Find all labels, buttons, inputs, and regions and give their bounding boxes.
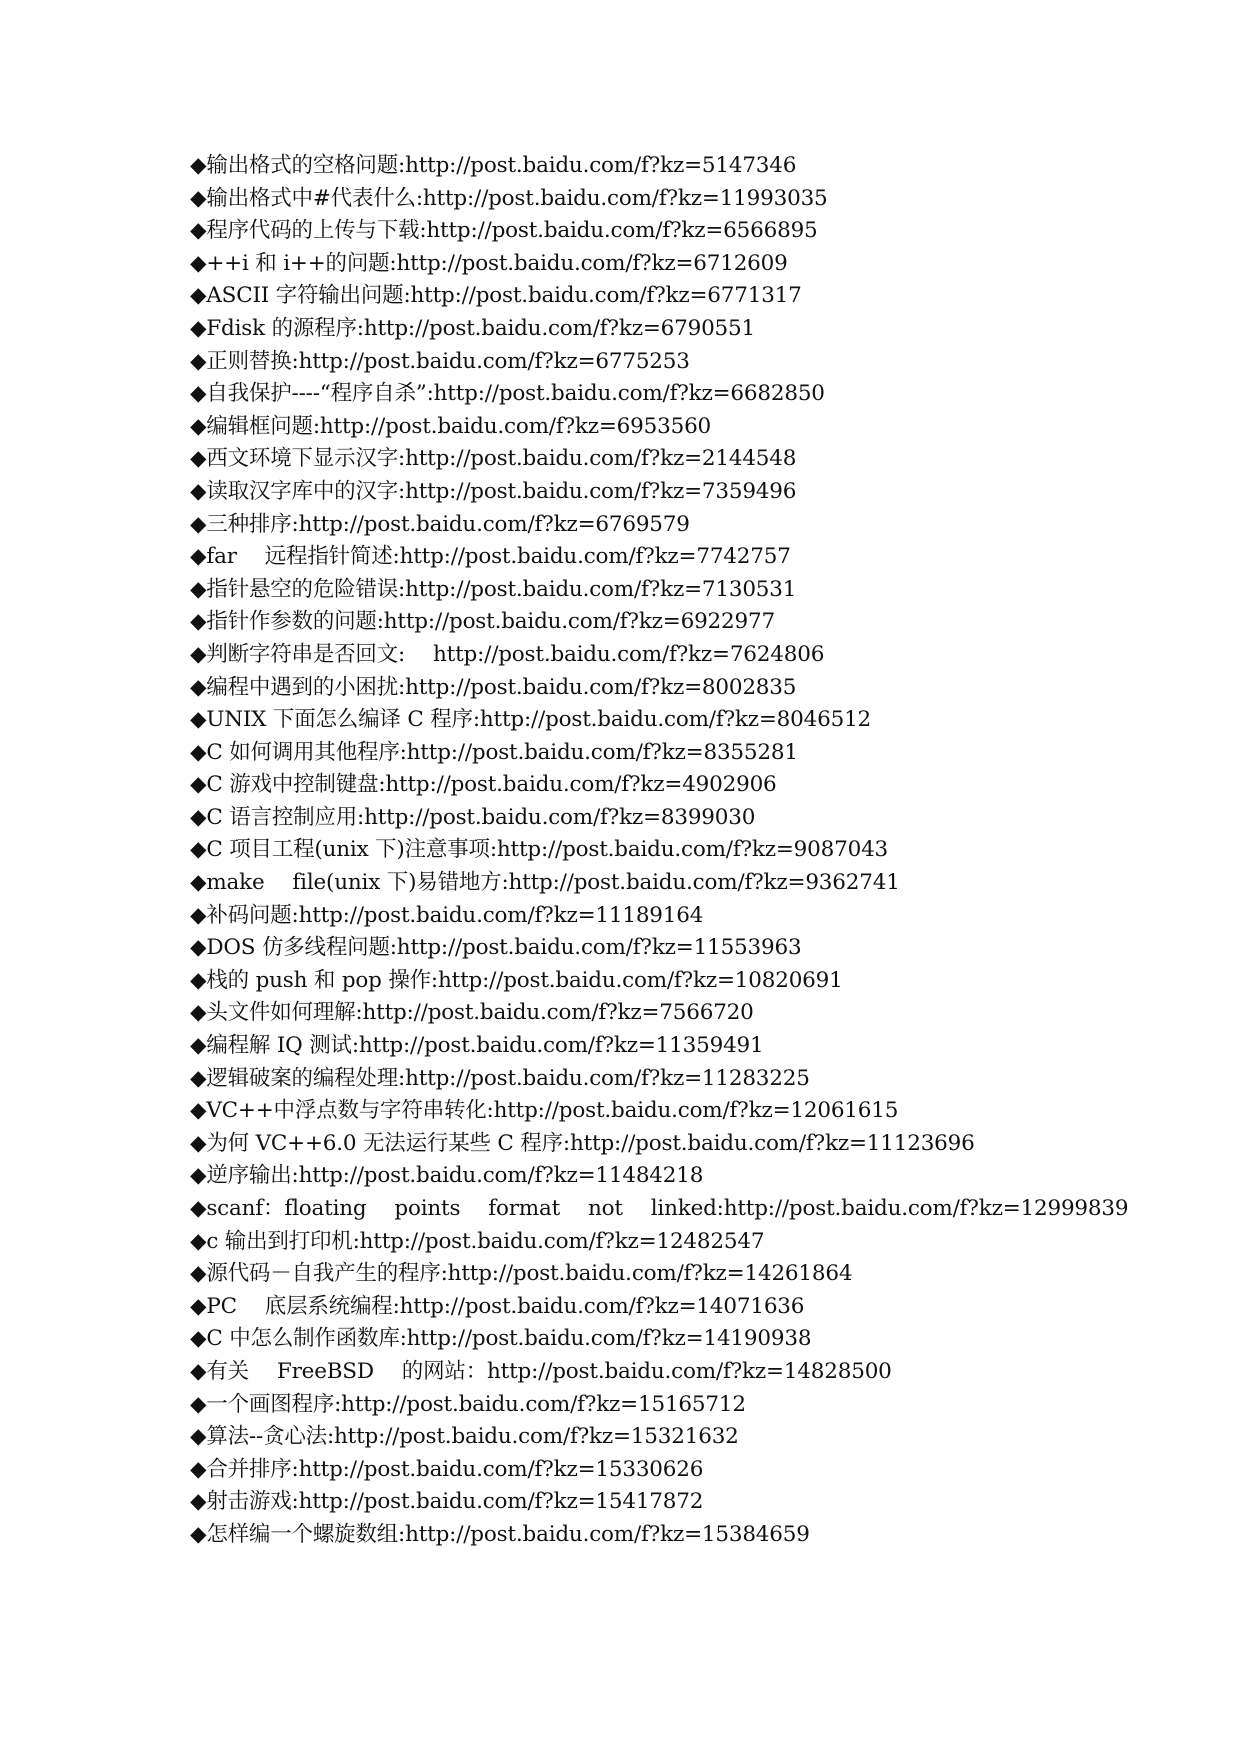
list-item: ◆补码问题:http://post.baidu.com/f?kz=11189164: [190, 902, 704, 928]
list-item: ◆ASCII 字符输出问题:http://post.baidu.com/f?kz=6771317: [190, 283, 802, 309]
list-item: ◆PC 底层系统编程:http://post.baidu.com/f?kz=14071636: [190, 1293, 805, 1319]
list-item: ◆头文件如何理解:http://post.baidu.com/f?kz=7566720: [190, 1000, 754, 1026]
list-item: ◆源代码－自我产生的程序:http://post.baidu.com/f?kz=14261864: [190, 1261, 853, 1287]
list-item: ◆编程解 IQ 测试:http://post.baidu.com/f?kz=11359491: [190, 1033, 764, 1059]
list-item: ◆西文环境下显示汉字:http://post.baidu.com/f?kz=2144548: [190, 446, 797, 472]
list-item: ◆C 如何调用其他程序:http://post.baidu.com/f?kz=8355281: [190, 739, 798, 765]
list-item: ◆DOS 仿多线程问题:http://post.baidu.com/f?kz=11553963: [190, 935, 802, 961]
link-list: [190, 150, 1200, 1552]
list-item: ◆程序代码的上传与下载:http://post.baidu.com/f?kz=6566895: [190, 218, 818, 244]
list-item: ◆c 输出到打印机:http://post.baidu.com/f?kz=12482547: [190, 1228, 765, 1254]
list-item: ◆自我保护----“程序自杀”:http://post.baidu.com/f?kz=6682850: [190, 381, 825, 407]
list-item: ◆C 游戏中控制键盘:http://post.baidu.com/f?kz=4902906: [190, 772, 777, 798]
list-item: ◆射击游戏:http://post.baidu.com/f?kz=15417872: [190, 1489, 704, 1515]
list-item: ◆为何 VC++6.0 无法运行某些 C 程序:http://post.baidu.com/f?kz=11123696: [190, 1130, 975, 1156]
list-item: ◆判断字符串是否回文: http://post.baidu.com/f?kz=7624806: [190, 641, 825, 667]
list-item: ◆编辑框问题:http://post.baidu.com/f?kz=6953560: [190, 413, 712, 439]
list-item: ◆C 语言控制应用:http://post.baidu.com/f?kz=8399030: [190, 804, 756, 830]
list-item: ◆读取汉字库中的汉字:http://post.baidu.com/f?kz=7359496: [190, 478, 797, 504]
list-item: ◆输出格式中#代表什么:http://post.baidu.com/f?kz=11993035: [190, 185, 828, 211]
list-item: ◆合并排序:http://post.baidu.com/f?kz=15330626: [190, 1456, 704, 1482]
list-item: ◆编程中遇到的小困扰:http://post.baidu.com/f?kz=8002835: [190, 674, 797, 700]
list-item: ◆输出格式的空格问题:http://post.baidu.com/f?kz=5147346: [190, 153, 797, 178]
list-item: ◆正则替换:http://post.baidu.com/f?kz=6775253: [190, 348, 690, 374]
list-item: ◆UNIX 下面怎么编译 C 程序:http://post.baidu.com/f?kz=8046512: [190, 707, 872, 733]
list-item: ◆逻辑破案的编程处理:http://post.baidu.com/f?kz=11283225: [190, 1065, 810, 1091]
list-item: ◆栈的 push 和 pop 操作:http://post.baidu.com/f?kz=10820691: [190, 967, 843, 993]
list-item: ◆scanf：floating points format not linked:http://post.baidu.com/f?kz=12999839: [190, 1196, 1129, 1221]
list-item: ◆C 项目工程(unix 下)注意事项:http://post.baidu.com/f?kz=9087043: [190, 837, 889, 863]
list-item: ◆算法--贪心法:http://post.baidu.com/f?kz=15321632: [190, 1424, 739, 1450]
list-item: ◆++i 和 i++的问题:http://post.baidu.com/f?kz=6712609: [190, 250, 788, 276]
list-item: ◆Fdisk 的源程序:http://post.baidu.com/f?kz=6790551: [190, 315, 755, 341]
list-item: ◆一个画图程序:http://post.baidu.com/f?kz=15165712: [190, 1391, 746, 1417]
list-item: ◆三种排序:http://post.baidu.com/f?kz=6769579: [190, 511, 690, 537]
list-item: ◆make file(unix 下)易错地方:http://post.baidu.com/f?kz=9362741: [190, 870, 900, 896]
list-item: ◆逆序输出:http://post.baidu.com/f?kz=11484218: [190, 1163, 704, 1189]
list-item: ◆指针悬空的危险错误:http://post.baidu.com/f?kz=7130531: [190, 576, 797, 602]
list-item: ◆VC++中浮点数与字符串转化:http://post.baidu.com/f?kz=12061615: [190, 1098, 899, 1124]
list-item: ◆有关 FreeBSD 的网站：http://post.baidu.com/f?kz=14828500: [190, 1358, 892, 1384]
list-item: ◆指针作参数的问题:http://post.baidu.com/f?kz=6922977: [190, 609, 775, 635]
list-item: ◆far 远程指针简述:http://post.baidu.com/f?kz=7742757: [190, 544, 791, 570]
list-item: ◆C 中怎么制作函数库:http://post.baidu.com/f?kz=14190938: [190, 1326, 812, 1352]
list-item: ◆怎样编一个螺旋数组:http://post.baidu.com/f?kz=15384659: [190, 1521, 810, 1547]
